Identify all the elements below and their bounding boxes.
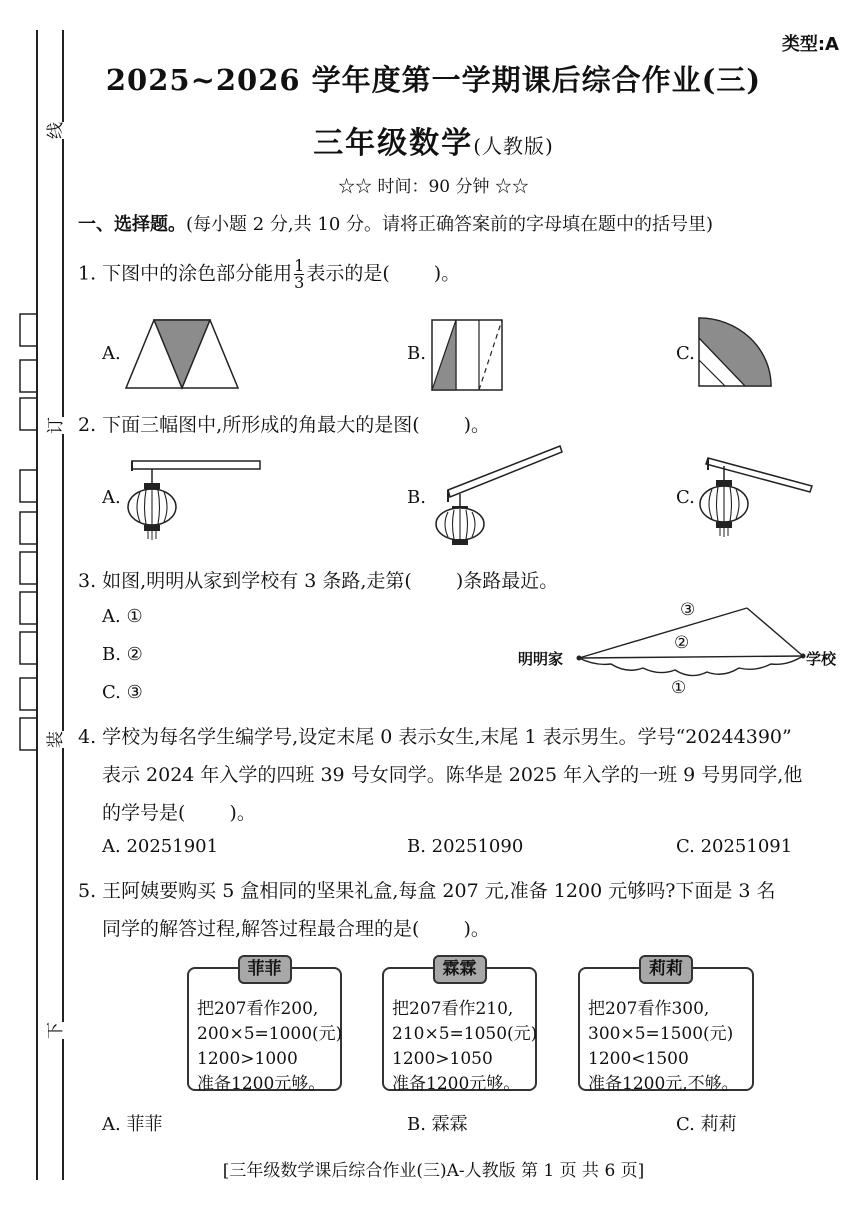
question-5-line-1: 5. 王阿姨要购买 5 盒相同的坚果礼盒,每盒 207 元,准备 1200 元够吗?下面是 3 名 (78, 880, 776, 902)
subtitle-edition: (人教版) (473, 134, 554, 158)
q1-option-c-label[interactable]: C. (676, 343, 695, 364)
section-instruction: (每小题 2 分,共 10 分。请将正确答案前的字母填在题中的括号里) (186, 214, 714, 235)
q3-home-label: 明明家 (518, 650, 564, 668)
question-5-line-2 (102, 914, 490, 941)
card-line: 把207看作300, (588, 999, 710, 1019)
q4-line3-text: 的学号是( (102, 802, 186, 824)
binding-char-ding: 订 (41, 417, 66, 434)
type-tag: 类型:A (781, 34, 839, 55)
section-title: 一、选择题。 (78, 214, 186, 235)
q4-option-b[interactable]: B. 20251090 (407, 836, 524, 857)
question-2 (78, 410, 490, 437)
q2-option-a-label[interactable]: A. (102, 487, 121, 508)
q4-option-a[interactable]: A. 20251901 (102, 836, 219, 857)
question-3 (78, 566, 558, 593)
card-name-tag: 菲菲 (238, 955, 292, 984)
q5-card-feifei (187, 959, 343, 1094)
q5-card-linlin (382, 959, 538, 1094)
card-line: 200×5=1000(元) (197, 1024, 343, 1044)
question-4-line-3 (102, 798, 256, 825)
card-name-tag: 莉莉 (639, 955, 693, 984)
q1-option-a-label[interactable]: A. (102, 343, 121, 364)
q1-text-after: 表示的是( (306, 262, 390, 285)
card-line: 300×5=1500(元) (588, 1024, 734, 1044)
q2-option-a-figure (124, 455, 264, 543)
card-line: 1200>1050 (392, 1049, 493, 1069)
q1-option-c-figure (697, 316, 775, 388)
q2-text-end: )。 (463, 414, 491, 436)
binding-brackets (14, 300, 38, 760)
q2-option-c-label[interactable]: C. (676, 487, 695, 508)
q3-option-a[interactable]: A. ① (102, 606, 143, 627)
q2-option-c-figure (696, 452, 816, 542)
q3-text: 3. 如图,明明从家到学校有 3 条路,走第( (78, 570, 412, 592)
card-name-tag: 霖霖 (433, 955, 487, 984)
page-footer: [三年级数学课后综合作业(三)A-人教版 第 1 页 共 6 页] (222, 1161, 645, 1181)
q3-option-c[interactable]: C. ③ (102, 682, 143, 703)
q5-option-a[interactable]: A. 菲菲 (102, 1114, 163, 1135)
section-heading (78, 210, 713, 236)
card-line: 把207看作200, (197, 999, 319, 1019)
q5-line2-text: 同学的解答过程,解答过程最合理的是( (102, 918, 420, 940)
q3-option-b[interactable]: B. ② (102, 644, 143, 665)
card-line: 准备1200元够。 (392, 1074, 521, 1094)
q1-option-b-label[interactable]: B. (407, 343, 426, 364)
question-1 (78, 258, 460, 291)
q3-route-2-label: ② (674, 633, 690, 653)
q2-option-b-figure (426, 442, 566, 550)
q1-fraction (294, 258, 304, 291)
card-line: 1200>1000 (197, 1049, 298, 1069)
q1-option-a-figure (124, 318, 240, 390)
question-4-line-2: 表示 2024 年入学的四班 39 号女同学。陈华是 2025 年入学的一班 9 号男同学,他 (102, 764, 803, 786)
card-line: 把207看作210, (392, 999, 514, 1019)
q1-frac-den: 3 (294, 273, 305, 292)
q1-text-end: )。 (433, 262, 461, 285)
q2-option-b-label[interactable]: B. (407, 487, 426, 508)
subtitle-main: 三年级数学 (313, 126, 474, 161)
q3-school-label: 学校 (806, 650, 837, 668)
binding-char-xian: 线 (41, 122, 66, 139)
card-line: 1200<1500 (588, 1049, 689, 1069)
q5-option-c[interactable]: C. 莉莉 (676, 1114, 737, 1135)
page-subtitle (0, 118, 867, 162)
card-line: 210×5=1050(元) (392, 1024, 538, 1044)
time-line: ☆☆ 时间：90 分钟 ☆☆ (338, 177, 529, 197)
q4-line3-end: )。 (229, 802, 256, 824)
binding-line-inner (62, 30, 64, 1180)
q3-route-1-label: ① (671, 678, 687, 698)
q4-option-c[interactable]: C. 20251091 (676, 836, 793, 857)
q5-option-b[interactable]: B. 霖霖 (407, 1114, 468, 1135)
page-title: 2025~2026 学年度第一学期课后综合作业(三) (105, 63, 762, 97)
q5-card-lili (578, 959, 754, 1094)
q3-text-end: )条路最近。 (455, 570, 559, 592)
card-line: 准备1200元,不够。 (588, 1074, 739, 1094)
q5-line2-end: )。 (463, 918, 490, 940)
q3-route-3-label: ③ (680, 600, 696, 620)
binding-char-xia: 下 (41, 1022, 66, 1039)
q1-text-before: 1. 下图中的涂色部分能用 (78, 262, 293, 285)
q1-option-b-figure (430, 318, 504, 392)
q2-text: 2. 下面三幅图中,所形成的角最大的是图( (78, 414, 420, 436)
binding-char-zhuang: 装 (41, 731, 66, 748)
q1-frac-num: 1 (294, 256, 305, 275)
lantern-icon (128, 483, 176, 540)
question-4-line-1: 4. 学校为每名学生编学号,设定末尾 0 表示女生,末尾 1 表示男生。学号“20244390” (78, 726, 792, 748)
card-line: 准备1200元够。 (197, 1074, 326, 1094)
